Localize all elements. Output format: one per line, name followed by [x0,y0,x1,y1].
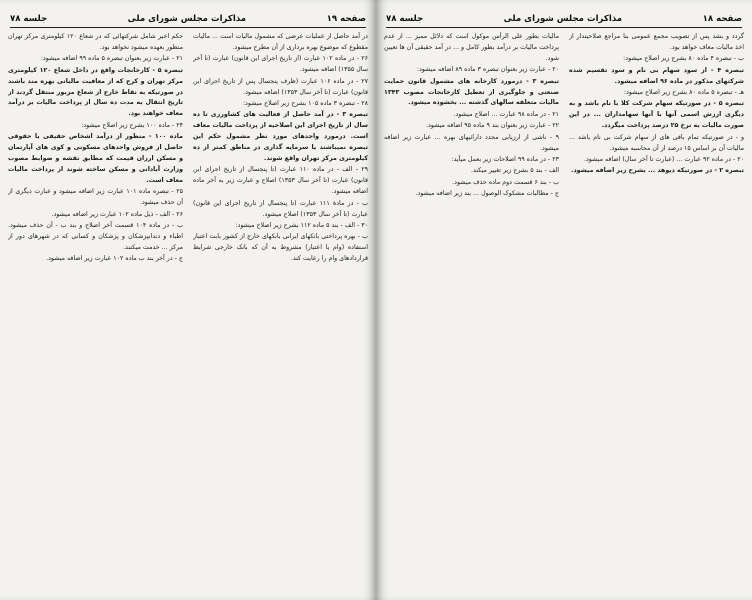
session-number: جلسه ۷۸ [386,13,424,24]
text-column [193,32,368,594]
paragraph: ج - در آخر بند ب ماده ۱۰۲ عبارت زیر اضافه میشود. [46,255,183,263]
paragraph: ۲۱ - در ماده ۹۸ عبارت ... اصلاح میشود. [453,110,559,118]
page-number: صفحه ۱۹ [326,13,366,24]
publication-title: مذاکرات مجلس شورای ملی [503,13,623,24]
paragraph: تبصره ۲ - در صورتیکه دیوهد ... بشرح زیر اضافه میشود. [571,167,744,175]
paragraph: تبصره ۳ - درمورد کارخانه های مشمول قانون حمایت صنعتی و جلوگیری از تعطیل کارخانجات مصوب ۱۳۴۳ مالیات متعلقه سالهای گذشته ... بخشوده میشود. [384,77,559,107]
paragraph: حکم اخیر شامل شرکتهائی که در شعاع ۱۲۰ کیلومتری مرکز تهران منظور بعهده میشود نخواهد بود. [8,33,183,51]
paragraph: ماده ۱۰۰ - منظور از درآمد اشخاص حقیقی یا حقوقی حاصل از فروش واحدهای مسکونی و کوی های آپارتمان و مسکن ارزان قیمت که مطابق نقشه و ضوابط مصوب وزارت آبادانی و مسکن ساخته شوند از پرداخت مالیات معاف است. [8,133,183,184]
paragraph: ۲۰ - عبارت زیر بعنوان تبصره ۳ ماده ۸۹ اضافه میشود: [416,66,559,74]
paragraph: تبصره ۳ - در آمد حاصل از فعالیت های کشاورزی تا ده سال از تاریخ اجرای این اصلاحیه از پرداخت مالیات معاف است. درمورد واحدهای مورد نظر مشمول حکم این تبصره نمیباشند یا سرمایه گذاری در مناطق کمتر از ده کیلومتری مرکز تهران واقع شوند. [193,111,368,162]
page-header [10,10,366,28]
page-number: صفحه ۱۸ [702,13,742,24]
paragraph: ب - تبصره ۴ ماده ۸۰ بشرح زیر اصلاح میشود: [623,55,744,63]
text-columns [384,32,744,594]
paragraph: هـ - تبصره ۵ ماده ۸۰ بشرح زیر اصلاح میشود: [623,89,744,97]
paragraph: ۳۰ - الف - بند ۵ ماده ۱۱۲ بشرح زیر اصلاح میشود: [235,221,368,229]
paragraph: ۲۶ - در ماده ۱۰۲ عبارت (از تاریخ اجرای این قانون) عبارت (تا آخر سال ۱۳۵۵) اضافه میشود. [193,55,368,74]
paragraph: ب - در ماده ۱۰۴ قسمت آخر اصلاح و بند ب - آن حذف میشود. اطباء و دندانپزشکان و پزشکان و کسانی که در شهرهای دور از مرکز ... خدمت میکنند. [8,221,183,251]
right-page [376,0,752,600]
paragraph: الف - بند ۵ بشرح زیر تغییر میکند. [470,167,559,175]
text-column [569,32,744,594]
session-number: جلسه ۷۸ [10,13,48,24]
paragraph: و - در صورتیکه تمام بافی های از سهام شرکت بی نام باشد ... مالیات آن بر اساس ۱۵ درصد از آن محاسبه میشود. [569,133,744,152]
paragraph: ب - در مادهٔ ۱۱۱ عبارت (تا پنجسال از تاریخ اجرای این قانون) عبارت (تا آخر سال ۱۳۵۳) اصلاح میشود. [193,199,368,218]
paragraph: ۲۷ - در ماده ۱۰۶ عبارت (ظرف پنجسال پس از تاریخ اجرای این قانون) عبارت (تا آخر سال ۱۳۵۳) اضافه میشود. [193,77,368,96]
paragraph: ۲۴ - ماده ۱۰۰ بشرح زیر اصلاح میشود: [81,121,183,129]
paragraph: تبصره ۵ - کارخانجات واقع در داخل شعاع ۱۲۰ کیلومتری مرکز تهران و کرج که از معافیت مالیاتی بهره مند باشند در صورتیکه به نقاط خارج از شعاع مزبور منتقل گردند از تاریخ انتقال به مدت ده سال از پرداخت مالیات بر درآمد معاف خواهند بود. [8,66,183,118]
paragraph: ۲۵ - تبصره ماده ۱۰۱ عبارت زیر اضافه میشود و عبارت دیگری از آن حذف میشود. [8,188,183,207]
paragraph: ۲۲ - عبارت زیر بعنوان بند ۹ ماده ۹۵ اضافه میشود. [425,122,559,130]
paragraph: ب - بهره پرداختی بانکهای ایرانی بانکهای خارج از کشور بابت اعتبار استفاده (وام یا اعتبار) مشروط به آن که بانک خارجی شرایط قراردادهای وام را رعایت کند. [193,233,368,263]
paragraph: ج - مطالبات مشکوک الوصول ... بند زیر اضافه میشود. [415,190,559,198]
paragraph: مالیات بطور علی الرأس موکول است که دلائل ممیز ... از عدم پرداخت مالیات بر درآمد بطور کامل و ... در آمد حقیقی آن ها تعیین شود. [384,33,559,62]
paragraph: ۲۶ - الف - ذیل ماده ۱۰۲ عبارت زیر اضافه میشود. [51,210,183,218]
text-columns [8,32,368,594]
paragraph: ب - بند ۶ قسمت دوم ماده حذف میشود. [452,178,559,186]
paragraph: ۹ - ناشی از ارزیابی مجدد دارائیهای بهره ... عبارت زیر اضافه میشود. [384,133,559,152]
text-column [8,32,183,594]
page-header [386,10,742,28]
paragraph: ۲۱ - عبارت زیر بعنوان تبصره ۵ ماده ۹۹ اضافه میشود: [40,55,183,63]
text-column [384,32,559,594]
paragraph: ۲۳ - در ماده ۹۹ اصلاحات زیر بعمل میآید: [451,155,559,163]
publication-title: مذاکرات مجلس شورای ملی [127,13,247,24]
paragraph: تبصره ۴ - از سود سهام بی نام و سود تقسیم شده شرکتهای مذکور در ماده ۹۶ اضافه میشود. [569,66,744,85]
paragraph: در آمد حاصل از عملیات عرضی که مشمول مالیات است ... مالیات مقطوع که موضوع بهره برداری از آن مطرح میشود. [193,33,368,51]
paragraph: گردد و بشد پس از تصویب مجمع عمومی بنا مراجع صلاحیتدار از اخذ مالیات معاف خواهد بود. [569,33,744,51]
paragraph: ۲۰ - در ماده ۹۲ عبارت ... (عبارت تا آخر سال) اضافه میشود. [584,155,744,163]
paragraph: ۲۸ - تبصره ۳ ماده ۱۰۵ بشرح زیر اصلاح میشود: [242,99,368,107]
paragraph: ۲۹ - الف - در ماده ۱۱۰ عبارت (تا پنجسال از تاریخ اجرای این قانون) عبارت (تا آخر سال ۱۳۵۳) اصلاح و عبارت زیر به آخر ماده اضافه میشود. [193,166,368,196]
paragraph: تبصره ۵ - در صورتیکه سهام شرکت کلا با نام باشد و به دیگری ارزش اسمی آنها با آنها سهامداران ... در این صورت مالیات به نرخ ۲۵ درصد پرداخت میگردد. [569,100,744,130]
